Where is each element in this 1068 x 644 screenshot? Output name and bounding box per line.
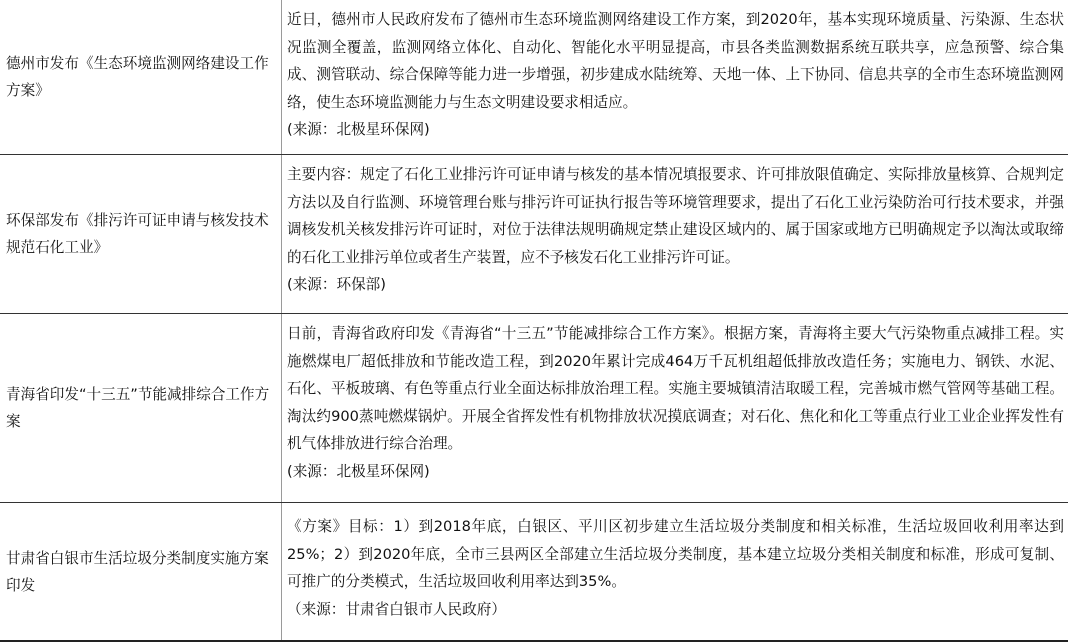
news-content [282, 314, 1068, 502]
news-title-text: 青海省印发“十三五”节能减排综合工作方案 [6, 386, 270, 430]
news-content-text: 《方案》目标：1）到2018年底，白银区、平川区初步建立生活垃圾分类制度和相关标准，生活垃圾回收利用率达到25%；2）到2020年底，全市三县两区全部建立生活垃圾分类制度，基本建立垃圾分类相关制度和标准，形成可复制、可推广的分类模式，生活垃圾回收利用率达到35%。 [287, 518, 1064, 590]
news-content-text: 主要内容：规定了石化工业排污许可证申请与核发的基本情况填报要求、许可排放限值确定、实际排放量核算、合规判定方法以及自行监测、环境管理台账与排污许可证执行报告等环境管理要求，提出了石化工业污染防治可行技术要求，并强调核发机关核发排污许可证时，对位于法律法规明确规定禁止建设区域内的、属于国家或地方已明确规定予以淘汰或取缔的石化工业排污单位或者生产装置，应不予核发石化工业排污许可证。 [287, 166, 1064, 266]
news-title [0, 155, 282, 313]
table-row [0, 503, 1068, 642]
news-content [282, 155, 1068, 313]
news-content [282, 0, 1068, 154]
news-source: (来源：环保部) [287, 276, 386, 293]
news-content-text: 近日，德州市人民政府发布了德州市生态环境监测网络建设工作方案，到2020年，基本实现环境质量、污染源、生态状况监测全覆盖，监测网络立体化、自动化、智能化水平明显提高，市县各类监测数据系统互联共享，应急预警、综合集成、测管联动、综合保障等能力进一步增强，初步建成水陆统筹、天地一体、上下协同、信息共享的全市生态环境监测网络，使生态环境监测能力与生态文明建设要求相适应。 [287, 11, 1064, 111]
news-title-text: 甘肃省白银市生活垃圾分类制度实施方案印发 [6, 549, 269, 594]
table-row [0, 0, 1068, 155]
table-row [0, 155, 1068, 314]
news-title [0, 503, 282, 640]
news-source: (来源：北极星环保网) [287, 462, 430, 480]
news-source: （来源：甘肃省白银市人民政府） [287, 600, 506, 618]
table-row [0, 314, 1068, 503]
news-content [282, 503, 1068, 640]
news-title [0, 0, 282, 154]
news-title [0, 314, 282, 502]
news-content-text: 日前，青海省政府印发《青海省“十三五”节能减排综合工作方案》。根据方案，青海将主要大气污染物重点减排工程。实施燃煤电厂超低排放和节能改造工程，到2020年累计完成464万千瓦机组超低排放改造任务；实施电力、钢铁、水泥、石化、平板玻璃、有色等重点行业全面达标排放治理工程。实施主要城镇清洁取暖工程，完善城市燃气管网等基础工程。淘汰约900蒸吨燃煤锅炉。开展全省挥发性有机物排放状况摸底调查；对石化、焦化和化工等重点行业工业企业挥发性有机气体排放进行综合治理。 [287, 325, 1064, 452]
news-source: (来源：北极星环保网) [287, 121, 430, 138]
news-title-text: 环保部发布《排污许可证申请与核发技术规范石化工业》 [6, 212, 269, 256]
news-title-text: 德州市发布《生态环境监测网络建设工作方案》 [6, 55, 269, 99]
